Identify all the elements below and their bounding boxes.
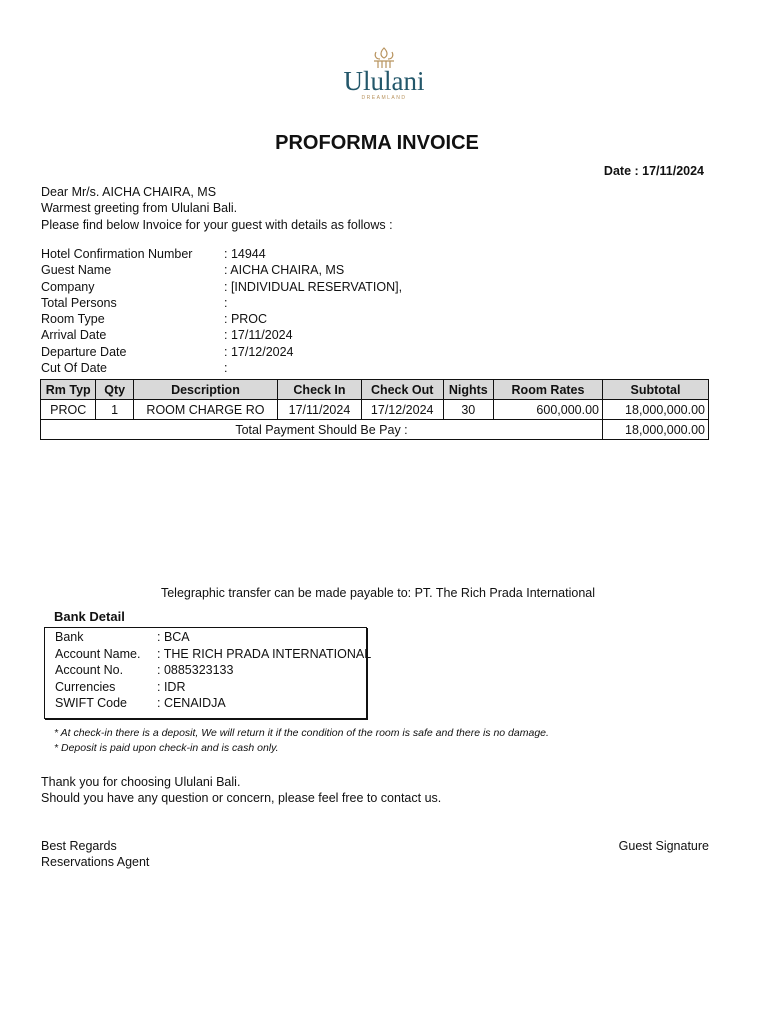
- greeting-line: Dear Mr/s. AICHA CHAIRA, MS: [41, 185, 217, 199]
- thanks-line: Thank you for choosing Ululani Bali.: [41, 775, 241, 789]
- bank-value: : 0885323133: [157, 663, 234, 677]
- detail-label: Company: [41, 279, 95, 294]
- bank-label: Account Name.: [55, 646, 141, 661]
- invoice-table: [40, 379, 709, 440]
- bank-detail-heading: Bank Detail: [54, 609, 125, 624]
- table-row: [41, 400, 709, 420]
- bank-label: SWIFT Code: [55, 696, 128, 710]
- bank-value: : BCA: [157, 630, 190, 644]
- column-header-qty: Qty: [96, 380, 133, 400]
- detail-value: : PROC: [224, 312, 268, 327]
- note-line: * Deposit is paid upon check-in and is cash only.: [54, 742, 279, 754]
- detail-label: Departure Date: [41, 344, 127, 359]
- closing-text: [41, 774, 441, 807]
- invoice-date: Date : 17/11/2024: [603, 164, 704, 178]
- detail-value: :: [224, 295, 228, 310]
- bank-label: Currencies: [55, 679, 116, 694]
- cell-description: ROOM CHARGE RO: [133, 400, 277, 420]
- column-header-nights: Nights: [443, 380, 493, 400]
- total-label: Total Payment Should Be Pay :: [41, 420, 603, 440]
- cell-check-out: 17/12/2024: [361, 400, 443, 420]
- cell-room-rate: 600,000.00: [494, 400, 603, 420]
- detail-label: Guest Name: [41, 263, 112, 278]
- column-header-room-type: Rm Typ: [41, 380, 96, 400]
- transfer-instruction: Telegraphic transfer can be made payable to: PT. The Rich Prada International: [160, 586, 596, 600]
- bank-label: Bank: [55, 630, 84, 644]
- cell-room-type: PROC: [41, 400, 96, 420]
- total-row: [41, 420, 709, 440]
- agent-title: Reservations Agent: [41, 855, 150, 870]
- regards-line: Best Regards: [41, 839, 117, 853]
- bank-label: Account No.: [55, 663, 124, 677]
- column-header-check-in: Check In: [278, 380, 362, 400]
- detail-label: Arrival Date: [41, 328, 107, 343]
- contact-line: Should you have any question or concern, please feel free to contact us.: [41, 791, 442, 806]
- detail-label: Total Persons: [41, 295, 117, 310]
- total-value: 18,000,000.00: [602, 420, 708, 440]
- table-header-row: [41, 380, 709, 400]
- logo-wordmark: Ululani: [343, 66, 425, 96]
- deposit-notes: [54, 726, 549, 756]
- detail-value: : AICHA CHAIRA, MS: [224, 263, 345, 278]
- detail-label: Room Type: [41, 312, 105, 327]
- page-title: PROFORMA INVOICE: [275, 132, 479, 154]
- column-header-check-out: Check Out: [361, 380, 443, 400]
- welcome-line: Warmest greeting from Ululani Bali.: [41, 201, 238, 216]
- detail-value: : 14944: [224, 247, 266, 261]
- detail-value: : 17/11/2024: [224, 328, 293, 343]
- note-line: * At check-in there is a deposit, We will return it if the condition of the room is safe and there is no damage.: [54, 727, 549, 739]
- detail-label: Cut Of Date: [41, 361, 107, 376]
- bank-value: : IDR: [157, 679, 186, 694]
- cell-subtotal: 18,000,000.00: [602, 400, 708, 420]
- column-header-subtotal: Subtotal: [602, 380, 708, 400]
- bank-value: : THE RICH PRADA INTERNATIONAL: [157, 646, 372, 661]
- intro-text: [41, 184, 393, 233]
- column-header-description: Description: [133, 380, 277, 400]
- detail-value: : 17/12/2024: [224, 344, 294, 359]
- cell-qty: 1: [96, 400, 133, 420]
- logo-tagline: DREAMLAND: [361, 95, 407, 101]
- detail-value: :: [224, 361, 228, 376]
- detail-label: Hotel Confirmation Number: [41, 247, 193, 261]
- detail-value: : [INDIVIDUAL RESERVATION],: [224, 279, 403, 294]
- hotel-logo: [330, 46, 438, 108]
- instruction-line: Please find below Invoice for your guest with details as follows :: [41, 217, 393, 232]
- sign-off: [41, 838, 149, 871]
- cell-nights: 30: [443, 400, 493, 420]
- bank-detail-box: [44, 627, 372, 719]
- column-header-room-rates: Room Rates: [494, 380, 603, 400]
- bank-value: : CENAIDJA: [157, 696, 226, 710]
- guest-signature-label: Guest Signature: [618, 839, 709, 853]
- cell-check-in: 17/11/2024: [278, 400, 362, 420]
